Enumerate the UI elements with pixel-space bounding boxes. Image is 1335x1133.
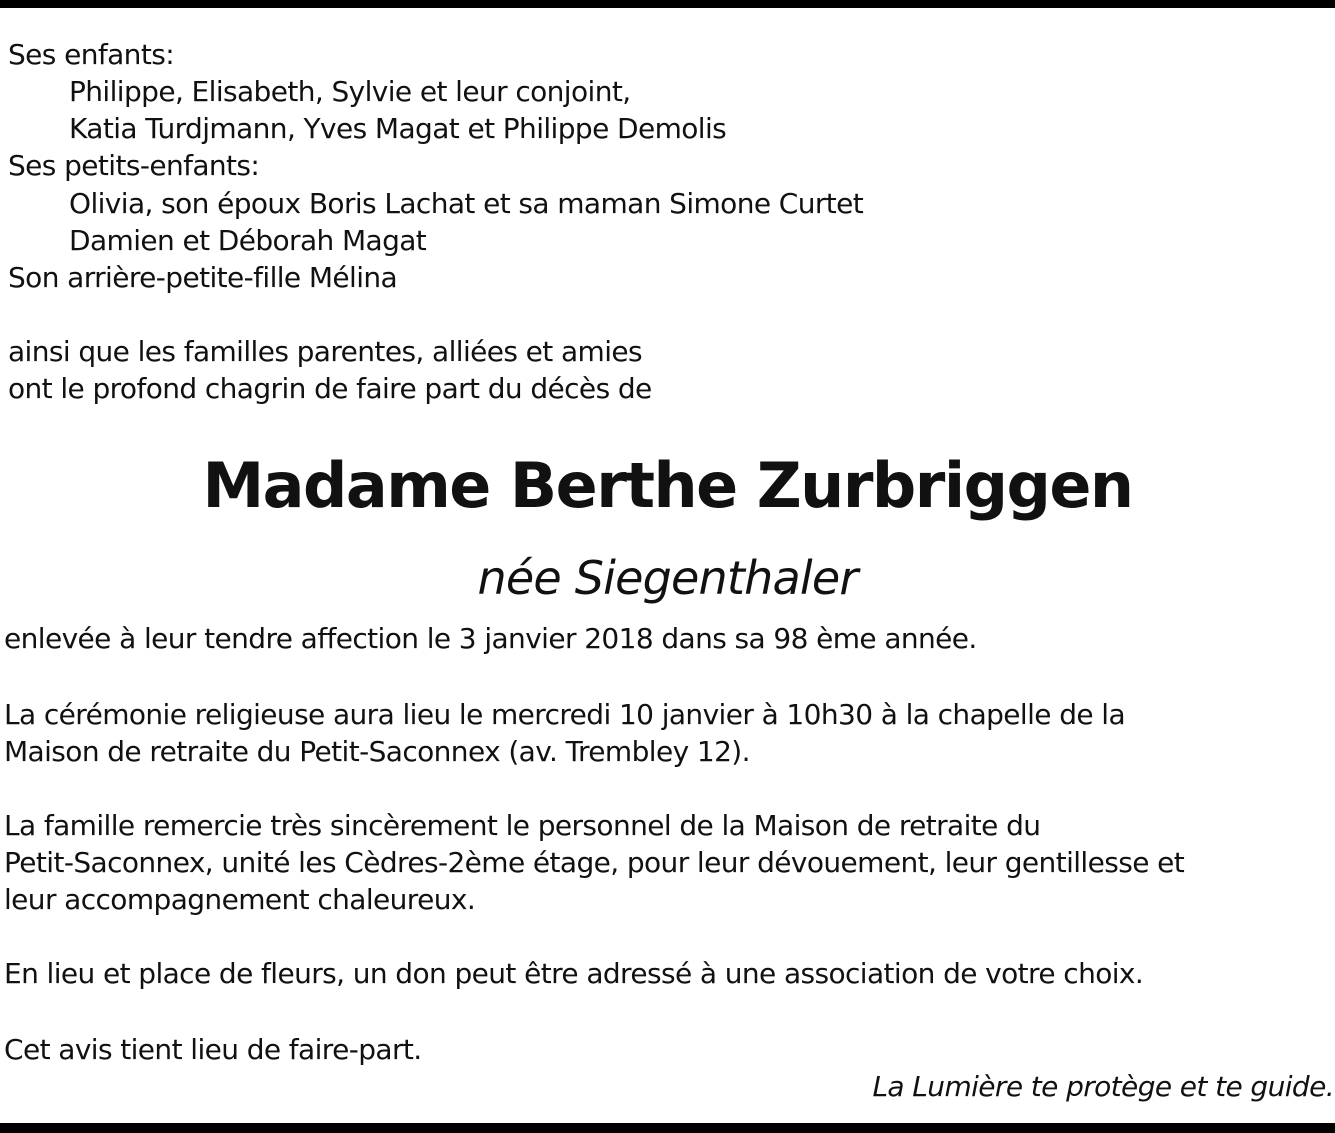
faire-part-notice: Cet avis tient lieu de faire-part.	[4, 1033, 422, 1066]
deceased-name: Madame Berthe Zurbriggen	[202, 449, 1133, 522]
announcement-line-2: ont le profond chagrin de faire part du décès de	[8, 372, 652, 405]
children-names-line-1: Philippe, Elisabeth, Sylvie et leur conjoint,	[69, 75, 631, 108]
flowers-donation-note: En lieu et place de fleurs, un don peut être adressé à une association de votre choix.	[4, 957, 1144, 990]
grandchildren-names-line-2: Damien et Déborah Magat	[69, 224, 427, 257]
thanks-line-3: leur accompagnement chaleureux.	[4, 883, 476, 916]
bottom-border-rule	[0, 1123, 1335, 1133]
ceremony-line-2: Maison de retraite du Petit-Saconnex (av. Trembley 12).	[4, 735, 750, 768]
great-grandchild-line: Son arrière-petite-fille Mélina	[8, 261, 398, 294]
passing-statement: enlevée à leur tendre affection le 3 janvier 2018 dans sa 98 ème année.	[4, 622, 977, 655]
announcement-line-1: ainsi que les familles parentes, alliées et amies	[8, 335, 643, 368]
maiden-name: née Siegenthaler	[477, 551, 858, 605]
ceremony-line-1: La cérémonie religieuse aura lieu le mercredi 10 janvier à 10h30 à la chapelle de la	[4, 698, 1126, 731]
thanks-line-2: Petit-Saconnex, unité les Cèdres-2ème étage, pour leur dévouement, leur gentillesse et	[4, 846, 1185, 879]
grandchildren-names-line-1: Olivia, son époux Boris Lachat et sa maman Simone Curtet	[69, 187, 864, 220]
top-border-rule	[0, 0, 1335, 8]
children-heading: Ses enfants:	[8, 38, 175, 71]
closing-motto: La Lumière te protège et te guide.	[872, 1070, 1334, 1103]
children-names-line-2: Katia Turdjmann, Yves Magat et Philippe Demolis	[69, 112, 727, 145]
grandchildren-heading: Ses petits-enfants:	[8, 149, 260, 182]
thanks-line-1: La famille remercie très sincèrement le personnel de la Maison de retraite du	[4, 809, 1041, 842]
